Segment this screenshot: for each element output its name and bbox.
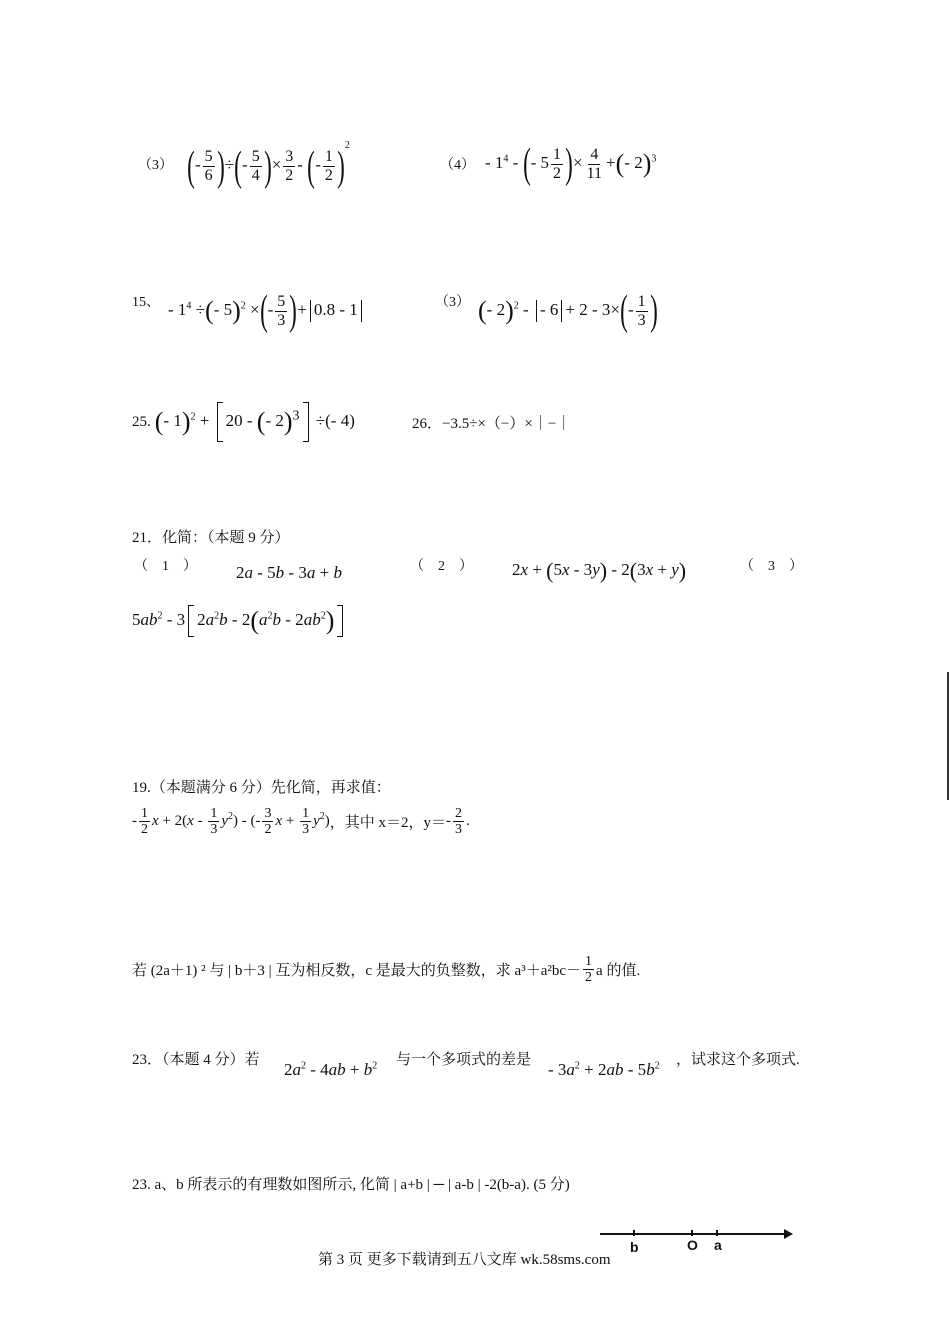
problem-21-expr-1: 2a - 5b - 3a + b: [236, 563, 342, 582]
problem-3b-expr: (- 2)$^2$ - - 6 + 2 - 3×(- $\frac{1}{3}$ ): [478, 288, 658, 334]
tick-b: [633, 1230, 635, 1236]
problem-25-label: 25.: [132, 413, 151, 430]
problem-23a-text-a: 23．（本题 4 分）若: [132, 1052, 260, 1068]
problem-4: [440, 138, 656, 190]
problem-23b-text: 23. a、b 所表示的有理数如图所示, 化简 | a+b | ─ | a-b | -2(b-a). (5 分): [132, 1177, 570, 1193]
problem-4-expr: - $1^4$ - (- 5 $\frac{1}{2}$ )× $\frac{4}{11}$ +(- 2)$^3$: [485, 141, 657, 187]
problem-3a: [138, 138, 350, 190]
problem-opposites-text-a: 若 (2a＋1) ² 与 | b＋3 | 互为相反数，c 是最大的负整数，求 a³＋a²bc－: [132, 962, 582, 979]
problem-21-label-1: （ 1 ）: [134, 559, 197, 574]
problem-15-label: 15、: [132, 295, 160, 310]
problem-3b-label: （3）: [435, 295, 470, 310]
tick-a: [716, 1230, 718, 1236]
page-edge-marker: [947, 672, 949, 800]
problem-15: [132, 285, 365, 337]
label-o: O: [687, 1237, 698, 1253]
problem-4-label: （4）: [440, 158, 475, 173]
problem-opposites: 若 (2a＋1) ² 与 | b＋3 | 互为相反数，c 是最大的负整数，求 a³＋a²bc－ $\frac{1}{2}$ a 的值.: [132, 953, 641, 985]
problem-19-condition: ，其中 x＝2，y＝: [329, 814, 447, 831]
problem-15-expr: - $1^4$ ÷(- 5)$^2$ ×(- $\frac{5}{3}$ )+ 0.8 - 1: [168, 290, 365, 332]
problem-21-expr-2: 2x + (5x - 3y) - 2(3x + y): [512, 558, 687, 583]
label-a: a: [714, 1237, 722, 1253]
page-footer: 第 3 页 更多下载请到五八文库 wk.58sms.com: [318, 1252, 611, 1268]
problem-21-expr-3: $5ab^2 - 3$ $2a^2b - 2(a^2b - 2ab^2)$: [132, 600, 346, 642]
problem-opposites-text-b: a 的值.: [596, 962, 641, 979]
problem-19-heading: 19.（本题满分 6 分）先化简，再求值：: [132, 780, 391, 796]
problem-25-expr: (- 1)$^2$ + 20 - (- 2)$^3$ ÷(- 4): [155, 402, 355, 442]
problem-3a-label: （3）: [138, 158, 173, 173]
number-line-arrow: [784, 1229, 793, 1239]
problem-23a-expr-2: - $3a^2 + 2ab - 5b^2$: [548, 1060, 660, 1079]
problem-21-label-3: （ 3 ）: [740, 559, 803, 574]
problem-26-label: 26．: [412, 416, 443, 432]
problem-19-expr: - $\frac{1}{2}$ x + 2(x - $\frac{1}{3}$ $y^2$) - (- $\frac{3}{2}$ x + $\frac{1}{3}$ $y^2$) ，其中 x＝2，y＝ - $\frac{2}{3}$ .: [132, 805, 470, 837]
problem-25: [132, 399, 355, 445]
problem-23a-text-b: 与一个多项式的差是: [396, 1052, 532, 1068]
problem-23a-text-c: ，试求这个多项式.: [676, 1052, 800, 1068]
problem-3a-expr: (- $\frac{5}{6}$ )÷(- $\frac{5}{4}$ )× $\frac{3}{2}$ - (- $\frac{1}{2}$ )$^2$: [187, 140, 350, 190]
problem-21-label-2: （ 2 ）: [410, 559, 473, 574]
problem-3b: [435, 285, 658, 337]
label-b: b: [630, 1239, 639, 1255]
tick-o: [691, 1230, 693, 1236]
problem-26: [412, 412, 571, 433]
number-line-axis: [600, 1233, 786, 1235]
problem-23a-expr-1: $2a^2 - 4ab + b^2$: [284, 1060, 378, 1079]
problem-21-heading: 21．化简：（本题 9 分）: [132, 530, 290, 546]
problem-26-expr: −3.5÷×（−）×｜−｜: [442, 416, 572, 432]
